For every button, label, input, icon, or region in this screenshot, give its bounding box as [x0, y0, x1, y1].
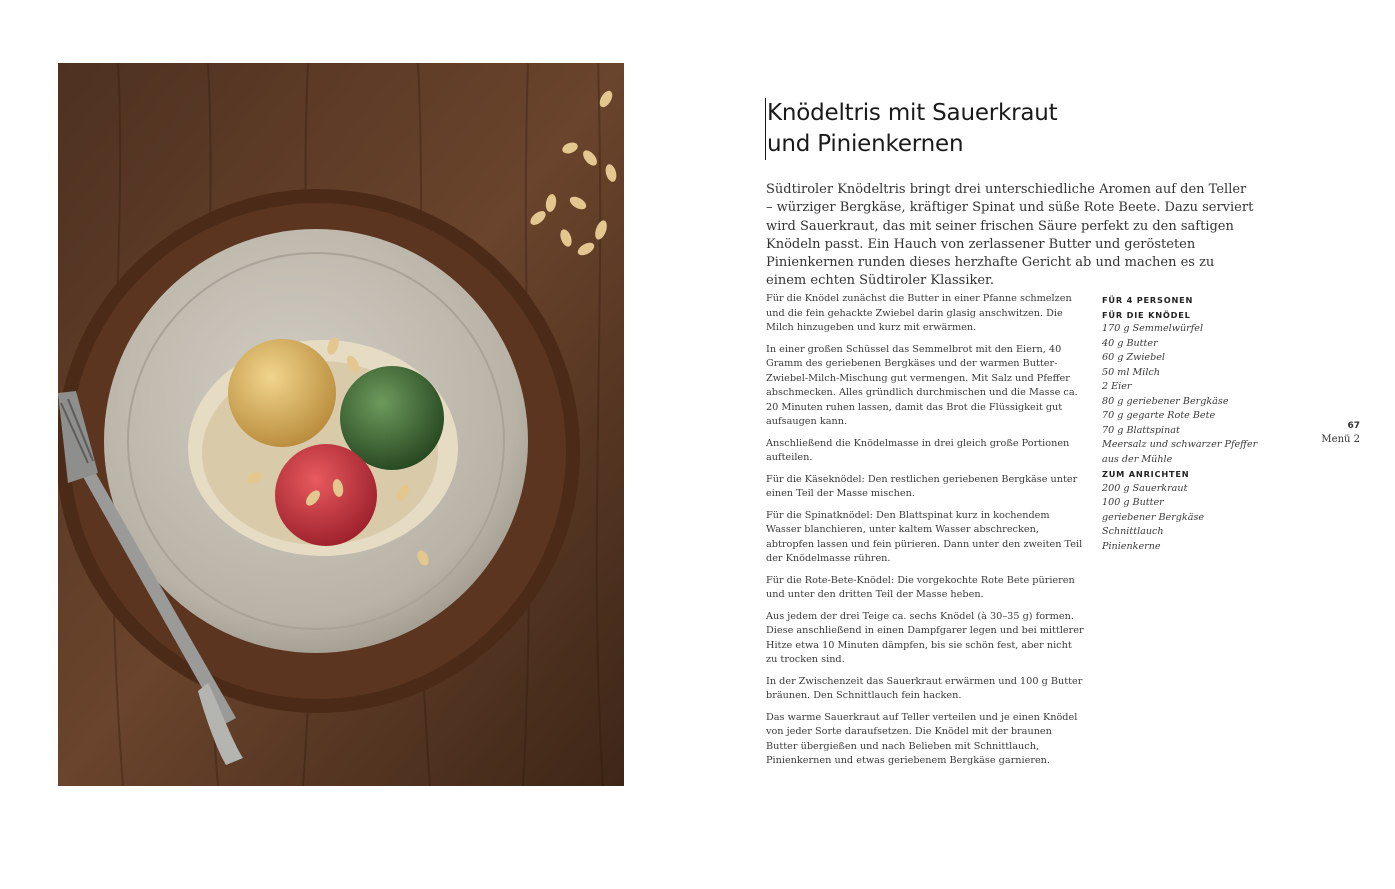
ingredient-item: aus der Mühle — [1102, 453, 1173, 465]
step-paragraph: Für die Rote-Bete-Knödel: Die vorgekochte Rote Bete pürieren und unter den dritten Teil der Masse heben. — [766, 574, 1075, 600]
preparation-steps — [766, 292, 1086, 776]
ingredient-item: 70 g gegarte Rote Bete — [1102, 410, 1216, 421]
beet-dumpling — [275, 444, 377, 546]
ingredient-item: Pinienkerne — [1102, 540, 1161, 552]
step-paragraph: Aus jedem der drei Teige ca. sechs Knödel (à 30–35 g) formen. Diese anschließend in einen Dampfgarer legen und bei mittlerer Hitze etwa 10 Minuten dämpfen, bis sie schön fest, aber nicht zu trocken sind. — [766, 610, 1084, 665]
step-paragraph: In der Zwischenzeit das Sauerkraut erwärmen und 100 g Butter bräunen. Den Schnittlauch fein hacken. — [766, 675, 1083, 701]
ingredient-item: 40 g Butter — [1102, 337, 1158, 349]
menu-label: Menü 2 — [1321, 434, 1360, 445]
step-paragraph: Das warme Sauerkraut auf Teller verteilen und je einen Knödel von jeder Sorte daraufsetzen. Die Knödel mit der braunen Butter übergießen und nach Belieben mit Schnittlauch, Pinienkernen und etwas geriebenem Bergkäse garnieren. — [766, 711, 1078, 766]
dish-illustration — [58, 63, 624, 786]
title-line-2: und Pinienkernen — [767, 131, 964, 157]
ingredient-item: 170 g Semmelwürfel — [1102, 323, 1204, 334]
ingredient-item: 70 g Blattspinat — [1102, 424, 1180, 436]
recipe-title — [765, 98, 1187, 160]
page-footer — [1321, 419, 1360, 447]
step-paragraph: Für die Käseknödel: Den restlichen geriebenen Bergkäse unter einen Teil der Masse mischen. — [766, 473, 1078, 499]
step-paragraph: Anschließend die Knödelmasse in drei gleich große Portionen aufteilen. — [766, 437, 1070, 463]
ingredient-item: 50 ml Milch — [1102, 366, 1160, 378]
dish-photo — [58, 63, 624, 786]
step-paragraph: Für die Knödel zunächst die Butter in einer Pfanne schmelzen und die fein gehackte Zwiebel darin glasig anschwitzen. Die Milch hinzugeben und kurz mit erwärmen. — [766, 293, 1072, 333]
section-heading-knoedel: FÜR DIE KNÖDEL — [1102, 309, 1191, 320]
ingredient-item: Meersalz und schwarzer Pfeffer — [1102, 439, 1258, 450]
ingredient-item: 80 g geriebener Bergkäse — [1102, 395, 1229, 407]
title-line-1: Knödeltris mit Sauerkraut — [767, 100, 1058, 126]
servings-heading: FÜR 4 PERSONEN — [1102, 295, 1194, 305]
ingredient-item: 2 Eier — [1102, 381, 1132, 392]
section-heading-anrichten: ZUM ANRICHTEN — [1102, 469, 1190, 479]
page-number: 67 — [1347, 421, 1360, 431]
cheese-dumpling — [228, 339, 336, 447]
intro-paragraph: Südtiroler Knödeltris bringt drei unterschiedliche Aromen auf den Teller – würziger Bergkäse, kräftiger Spinat und süße Rote Beete. Dazu serviert wird Sauerkraut, das mit seiner frischen Säure perfekt zu den saftigen Knödeln passt. Ein Hauch von zerlassener Butter und gerösteten Pinienkernen runden dieses herzhafte Gericht ab und machen es zu einem echten Südtiroler Klassiker. — [766, 182, 1254, 289]
step-paragraph: Für die Spinatknödel: Den Blattspinat kurz in kochendem Wasser blanchieren, unter kaltem Wasser abschrecken, abtropfen lassen und fein pürieren. Dann unter den zweiten Teil der Knödelmasse rühren. — [766, 509, 1083, 564]
ingredient-item: Schnittlauch — [1102, 526, 1164, 537]
ingredient-item: 200 g Sauerkraut — [1102, 482, 1188, 494]
step-paragraph: In einer großen Schüssel das Semmelbrot mit den Eiern, 40 Gramm des geriebenen Bergkäses und der warmen Butter-Zwiebel-Milch-Mischung gut vermengen. Mit Salz und Pfeffer abschmecken. Alles gründlich durchmischen und die Masse ca. 20 Minuten ruhen lassen, damit das Brot die Flüssigkeit gut aufsaugen kann. — [766, 343, 1078, 427]
ingredient-item: 100 g Butter — [1102, 497, 1164, 508]
ingredient-item: 60 g Zwiebel — [1102, 352, 1165, 363]
ingredient-item: geriebener Bergkäse — [1102, 511, 1205, 523]
ingredients-list — [1102, 293, 1272, 554]
